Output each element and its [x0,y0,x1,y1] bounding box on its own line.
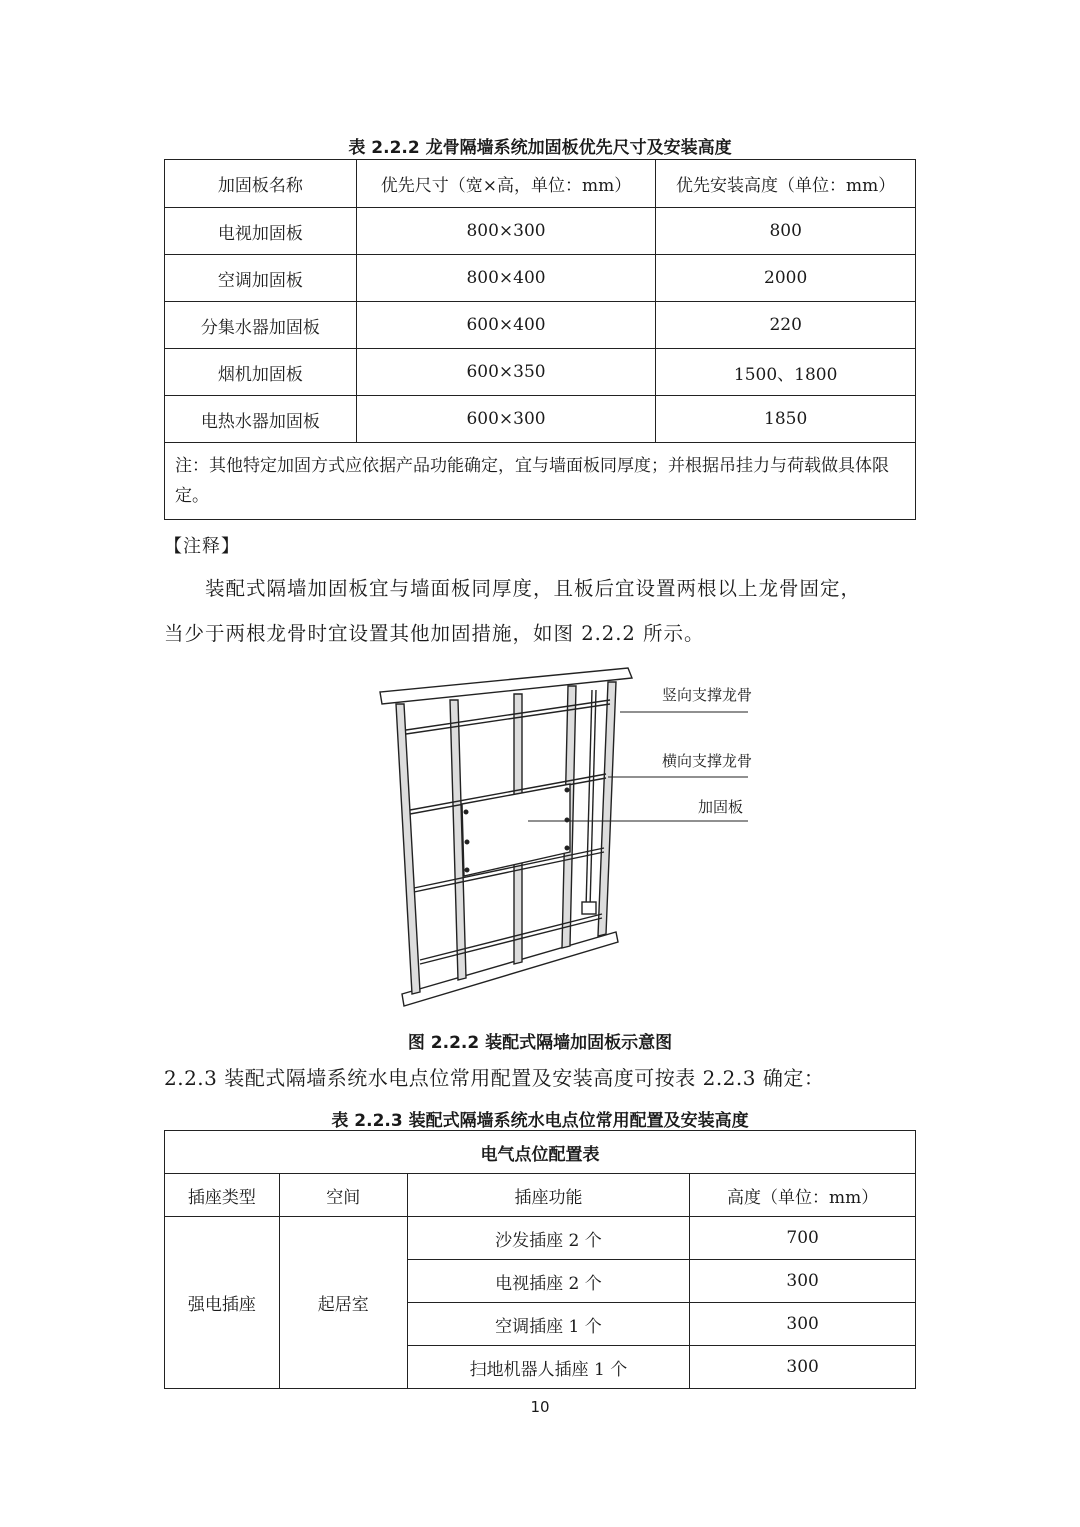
header-cell: 插座功能 [407,1174,690,1217]
table-title-row [165,1131,916,1174]
table-cell: 分集水器加固板 [165,302,357,349]
table-cell: 700 [690,1217,916,1260]
table-cell: 600×350 [356,349,656,396]
table-cell: 空调插座 1 个 [407,1303,690,1346]
table-cell: 600×300 [356,396,656,443]
label-reinforcement-board: 加固板 [698,798,744,816]
header-cell: 插座类型 [165,1174,280,1217]
table-cell: 空调加固板 [165,255,357,302]
table-cell: 300 [690,1346,916,1389]
table-cell: 2000 [656,255,916,302]
header-cell: 加固板名称 [165,160,357,208]
figure-caption: 图 2.2.2 装配式隔墙加固板示意图 [407,1033,673,1053]
header-cell: 空间 [279,1174,407,1217]
annotation-line-1: 装配式隔墙加固板宜与墙面板同厚度，且板后宜设置两根以上龙骨固定， [205,577,862,600]
table-cell: 电视插座 2 个 [407,1260,690,1303]
table-cell: 800×300 [356,208,656,255]
table-title: 电气点位配置表 [165,1131,916,1174]
table-2-2-2-caption: 表 2.2.2 龙骨隔墙系统加固板优先尺寸及安装高度 [348,138,732,158]
annotation-line-2: 当少于两根龙骨时宜设置其他加固措施，如图 2.2.2 所示。 [164,622,705,645]
socket-type-cell: 强电插座 [165,1217,280,1389]
partition-wall-diagram [370,662,790,1017]
table-row [165,349,916,396]
table-cell: 1850 [656,396,916,443]
table-2-2-3 [164,1130,916,1389]
table-header-row [165,1174,916,1217]
table-cell: 1500、1800 [656,349,916,396]
page-number: 10 [530,1398,550,1416]
table-row [165,396,916,443]
label-horizontal-stud: 横向支撑龙骨 [662,752,753,770]
table-row [165,255,916,302]
table-cell: 220 [656,302,916,349]
space-cell: 起居室 [279,1217,407,1389]
label-vertical-stud: 竖向支撑龙骨 [662,686,753,704]
table-cell: 800×400 [356,255,656,302]
table-row [165,302,916,349]
table-cell: 300 [690,1260,916,1303]
table-row [165,208,916,255]
table-cell: 800 [656,208,916,255]
table-note-row [165,443,916,520]
annotation-heading: 【注释】 [164,536,240,557]
table-cell: 电热水器加固板 [165,396,357,443]
header-cell: 优先安装高度（单位：mm） [656,160,916,208]
table-2-2-3-caption: 表 2.2.3 装配式隔墙系统水电点位常用配置及安装高度 [331,1111,749,1131]
header-cell: 高度（单位：mm） [690,1174,916,1217]
table-cell: 300 [690,1303,916,1346]
table-cell: 600×400 [356,302,656,349]
table-cell: 烟机加固板 [165,349,357,396]
table-note: 注：其他特定加固方式应依据产品功能确定，宜与墙面板同厚度；并根据吊挂力与荷载做具体限定。 [165,443,916,520]
table-cell: 扫地机器人插座 1 个 [407,1346,690,1389]
table-cell: 电视加固板 [165,208,357,255]
table-2-2-2 [164,159,916,520]
section-2-2-3-text: 2.2.3 装配式隔墙系统水电点位常用配置及安装高度可按表 2.2.3 确定： [164,1066,825,1090]
table-header-row [165,160,916,208]
table-row [165,1217,916,1260]
table-cell: 沙发插座 2 个 [407,1217,690,1260]
header-cell: 优先尺寸（宽×高，单位：mm） [356,160,656,208]
